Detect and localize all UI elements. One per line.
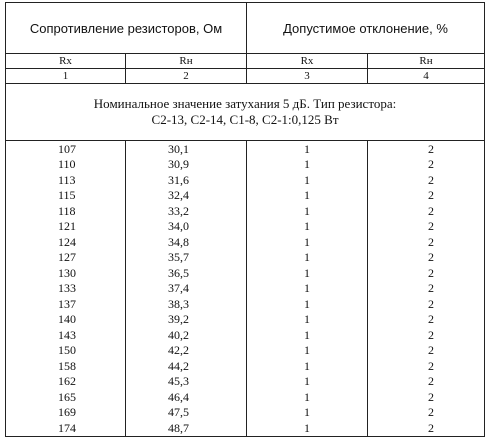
cell-dn: 2 xyxy=(368,188,485,204)
cell-rn: 47,5 xyxy=(126,405,247,421)
cell-rn: 35,7 xyxy=(126,250,247,266)
cell-dx: 1 xyxy=(247,358,368,374)
cell-dn: 2 xyxy=(368,405,485,421)
table-row xyxy=(6,157,485,173)
table-row xyxy=(6,358,485,374)
cell-dn: 2 xyxy=(368,296,485,312)
cell-rx: 143 xyxy=(6,327,126,343)
cell-rn: 30,9 xyxy=(126,157,247,173)
cell-rx: 107 xyxy=(6,141,126,157)
cell-rx: 165 xyxy=(6,389,126,405)
column-number-row xyxy=(6,69,485,84)
table-row xyxy=(6,203,485,219)
cell-dn: 2 xyxy=(368,327,485,343)
column-number: 4 xyxy=(368,69,485,84)
cell-rn: 34,8 xyxy=(126,234,247,250)
note-row xyxy=(6,84,485,141)
cell-rx: 150 xyxy=(6,343,126,359)
subheader-rn-deviation: Rн xyxy=(368,54,485,69)
cell-dx: 1 xyxy=(247,296,368,312)
column-number: 2 xyxy=(126,69,247,84)
cell-dx: 1 xyxy=(247,172,368,188)
table-body xyxy=(6,141,485,437)
cell-dn: 2 xyxy=(368,420,485,436)
cell-dn: 2 xyxy=(368,141,485,157)
cell-dx: 1 xyxy=(247,405,368,421)
cell-rn: 31,6 xyxy=(126,172,247,188)
resistor-table-container xyxy=(5,2,484,437)
cell-rn: 36,5 xyxy=(126,265,247,281)
cell-dx: 1 xyxy=(247,157,368,173)
table-row xyxy=(6,343,485,359)
table-row xyxy=(6,405,485,421)
table-row xyxy=(6,312,485,328)
cell-dn: 2 xyxy=(368,343,485,359)
note-line-2: С2-13, С2-14, С1-8, С2-1:0,125 Вт xyxy=(151,112,339,127)
table-row xyxy=(6,188,485,204)
cell-rx: 118 xyxy=(6,203,126,219)
table-row xyxy=(6,250,485,266)
cell-dx: 1 xyxy=(247,327,368,343)
subheader-row xyxy=(6,54,485,69)
cell-rn: 34,0 xyxy=(126,219,247,235)
cell-rx: 115 xyxy=(6,188,126,204)
column-number: 1 xyxy=(6,69,126,84)
column-number: 3 xyxy=(247,69,368,84)
cell-rx: 140 xyxy=(6,312,126,328)
table-row xyxy=(6,389,485,405)
section-note xyxy=(6,84,485,141)
cell-rx: 127 xyxy=(6,250,126,266)
cell-rn: 30,1 xyxy=(126,141,247,157)
cell-dx: 1 xyxy=(247,389,368,405)
table-row xyxy=(6,281,485,297)
cell-dn: 2 xyxy=(368,234,485,250)
cell-dn: 2 xyxy=(368,250,485,266)
subheader-rx-resistance: Rx xyxy=(6,54,126,69)
cell-dx: 1 xyxy=(247,188,368,204)
cell-dx: 1 xyxy=(247,203,368,219)
table-row xyxy=(6,296,485,312)
cell-rn: 46,4 xyxy=(126,389,247,405)
cell-rx: 169 xyxy=(6,405,126,421)
cell-rx: 162 xyxy=(6,374,126,390)
cell-rx: 133 xyxy=(6,281,126,297)
table-row xyxy=(6,172,485,188)
table-row xyxy=(6,219,485,235)
cell-dx: 1 xyxy=(247,265,368,281)
table-row xyxy=(6,420,485,436)
cell-dn: 2 xyxy=(368,389,485,405)
cell-rn: 48,7 xyxy=(126,420,247,436)
cell-dx: 1 xyxy=(247,234,368,250)
cell-dn: 2 xyxy=(368,265,485,281)
cell-dn: 2 xyxy=(368,157,485,173)
cell-dn: 2 xyxy=(368,172,485,188)
cell-dx: 1 xyxy=(247,141,368,157)
table-row xyxy=(6,234,485,250)
cell-rn: 38,3 xyxy=(126,296,247,312)
cell-rn: 37,4 xyxy=(126,281,247,297)
cell-rx: 158 xyxy=(6,358,126,374)
cell-dn: 2 xyxy=(368,374,485,390)
cell-dn: 2 xyxy=(368,358,485,374)
cell-rn: 33,2 xyxy=(126,203,247,219)
cell-dn: 2 xyxy=(368,203,485,219)
cell-dx: 1 xyxy=(247,420,368,436)
table-row xyxy=(6,374,485,390)
table-row xyxy=(6,327,485,343)
cell-rx: 130 xyxy=(6,265,126,281)
cell-rn: 40,2 xyxy=(126,327,247,343)
cell-dn: 2 xyxy=(368,312,485,328)
cell-rn: 42,2 xyxy=(126,343,247,359)
resistance-header: Сопротивление резисторов, Ом xyxy=(6,3,247,54)
table-row xyxy=(6,141,485,157)
table-row xyxy=(6,265,485,281)
cell-dx: 1 xyxy=(247,281,368,297)
resistor-table xyxy=(5,2,485,437)
cell-rx: 137 xyxy=(6,296,126,312)
cell-rn: 32,4 xyxy=(126,188,247,204)
cell-rn: 44,2 xyxy=(126,358,247,374)
deviation-header: Допустимое отклонение, % xyxy=(247,3,485,54)
cell-dx: 1 xyxy=(247,343,368,359)
cell-rx: 121 xyxy=(6,219,126,235)
subheader-rn-resistance: Rн xyxy=(126,54,247,69)
subheader-rx-deviation: Rx xyxy=(247,54,368,69)
cell-dx: 1 xyxy=(247,250,368,266)
cell-dx: 1 xyxy=(247,374,368,390)
cell-rx: 113 xyxy=(6,172,126,188)
note-line-1: Номинальное значение затухания 5 дБ. Тип резистора: xyxy=(93,96,397,111)
cell-rx: 110 xyxy=(6,157,126,173)
cell-rx: 174 xyxy=(6,420,126,436)
cell-rn: 39,2 xyxy=(126,312,247,328)
cell-rn: 45,3 xyxy=(126,374,247,390)
header-row xyxy=(6,3,485,54)
cell-dx: 1 xyxy=(247,312,368,328)
cell-dn: 2 xyxy=(368,281,485,297)
cell-rx: 124 xyxy=(6,234,126,250)
cell-dx: 1 xyxy=(247,219,368,235)
cell-dn: 2 xyxy=(368,219,485,235)
